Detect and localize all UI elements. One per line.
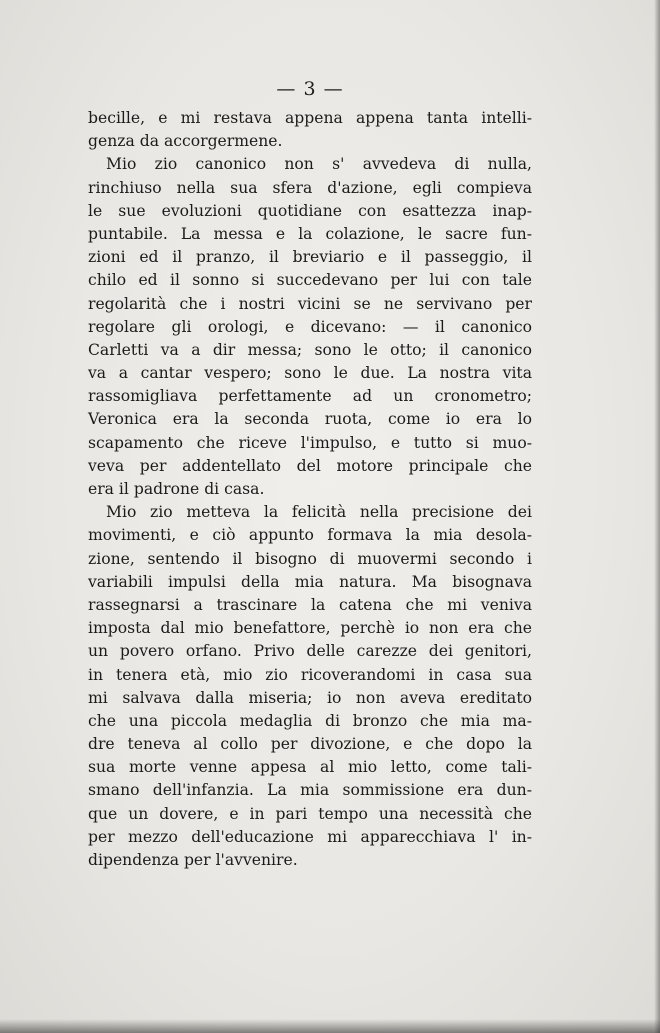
text-line: puntabile. La messa e la colazione, le sacre fun- [88,224,532,243]
text-line: un povero orfano. Privo delle carezze dei genitori, [88,642,532,661]
text-line: in tenera età, mio zio ricoverandomi in casa sua [88,665,532,684]
text-line: chilo ed il sonno si succedevano per lui con tale [88,271,532,290]
page-bottom-shadow [0,1019,660,1033]
text-line: sua morte venne appesa al mio letto, come tali- [88,758,532,777]
text-line: le sue evoluzioni quotidiane con esattezza inap- [88,201,532,220]
text-line: rassegnarsi a trascinare la catena che mi veniva [88,595,532,614]
text-line: imposta dal mio benefattore, perchè io non era che [88,619,532,638]
text-line: scapamento che riceve l'impulso, e tutto si muo- [88,433,532,452]
text-line: dre teneva al collo per divozione, e che dopo la [88,735,532,754]
text-line: Carletti va a dir messa; sono le otto; il canonico [88,340,532,359]
page-edge-shadow [654,0,660,1033]
text-line: zione, sentendo il bisogno di muovermi secondo i [88,549,532,568]
text-line: rassomigliava perfettamente ad un cronometro; [88,387,532,406]
text-line: genza da accorgermene. [88,132,283,151]
text-line: mi salvava dalla miseria; io non aveva ereditato [88,688,532,707]
text-line: veva per addentellato del motore principale che [88,456,532,475]
text-line: rinchiuso nella sua sfera d'azione, egli compieva [88,178,532,197]
text-line: dipendenza per l'avvenire. [88,851,298,869]
text-line: Mio zio metteva la felicità nella precisione dei [106,503,532,522]
text-line: que un dovere, e in pari tempo una necessità che [88,804,532,823]
text-line: regolarità che i nostri vicini se ne servivano per [88,294,532,313]
text-line: che una piccola medaglia di bronzo che mia ma- [88,711,532,730]
page-number: — 3 — [276,78,344,100]
text-line: Mio zio canonico non s' avvedeva di nulla, [106,155,532,174]
text-line: becille, e mi restava appena appena tanta intelli- [88,109,532,127]
text-line: era il padrone di casa. [88,480,265,498]
text-line: movimenti, e ciò appunto formava la mia desola- [88,526,532,545]
text-line: smano dell'infanzia. La mia sommissione era dun- [88,781,532,800]
text-line: regolare gli orologi, e dicevano: — il canonico [88,317,532,336]
text-line: variabili impulsi della mia natura. Ma bisognava [88,572,532,591]
text-line: per mezzo dell'educazione mi apparecchiava l' in- [88,827,532,846]
text-line: zioni ed il pranzo, il breviario e il passeggio, il [88,248,532,267]
body-text [88,107,532,872]
text-line: Veronica era la seconda ruota, come io era lo [88,410,532,429]
text-line: va a cantar vespero; sono le due. La nostra vita [88,364,532,383]
